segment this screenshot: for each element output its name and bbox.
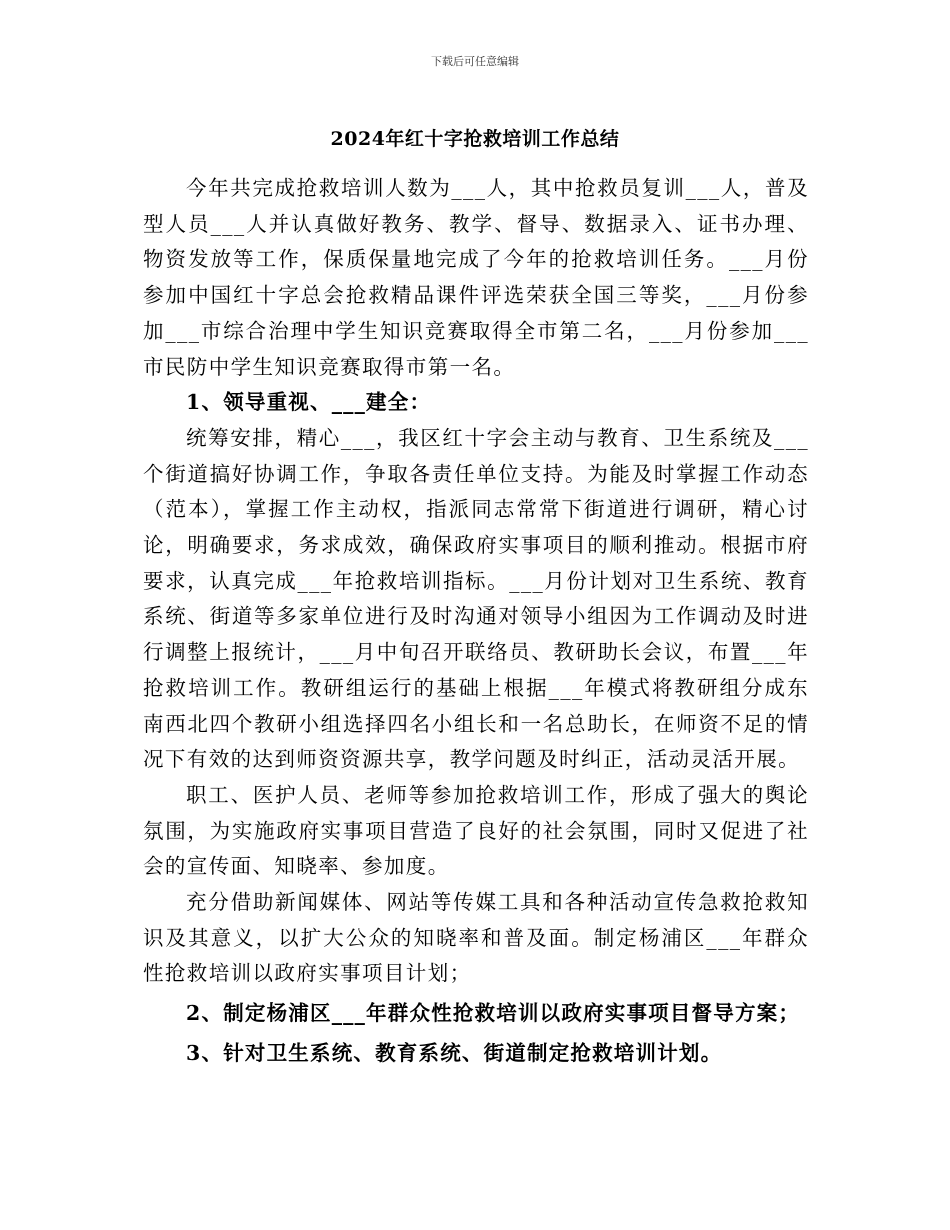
- document-body: [143, 171, 809, 1070]
- section-3-heading: 3、针对卫生系统、教育系统、街道制定抢救培训计划。: [186, 1041, 723, 1066]
- page-header-note: 下载后可任意编辑: [431, 55, 519, 68]
- section-1-heading: 1、领导重视、___建全：: [186, 390, 432, 415]
- intro-paragraph: 今年共完成抢救培训人数为___人，其中抢救员复训___人，普及型人员___人并认真做好教务、教学、督导、数据录入、证书办理、物资发放等工作，保质保量地完成了今年的抢救培训任务。___月份参加中国红十字总会抢救精品课件评选荣获全国三等奖，___月份参加___市综合治理中学生知识竞赛取得全市第二名，___月份参加___市民防中学生知识竞赛取得市第一名。: [143, 176, 809, 379]
- section-1-paragraph: 统筹安排，精心___，我区红十字会主动与教育、卫生系统及___个街道搞好协调工作，争取各责任单位支持。为能及时掌握工作动态（范本），掌握工作主动权，指派同志常常下街道进行调研，精心讨论，明确要求，务求成效，确保政府实事项目的顺利推动。根据市府要求，认真完成___年抢救培训指标。___月份计划对卫生系统、教育系统、街道等多家单位进行及时沟通对领导小组因为工作调动及时进行调整上报统计，___月中旬召开联络员、教研助长会议，布置___年抢救培训工作。教研组运行的基础上根据___年模式将教研组分成东南西北四个教研小组选择四名小组长和一名总助长，在师资不足的情况下有效的达到师资资源共享，教学问题及时纠正，活动灵活开展。: [143, 425, 809, 772]
- document-title: 2024年红十字抢救培训工作总结: [330, 128, 620, 150]
- section-2-heading: 2、制定杨浦区___年群众性抢救培训以政府实事项目督导方案；: [186, 1001, 801, 1026]
- staff-paragraph: 职工、医护人员、老师等参加抢救培训工作，形成了强大的舆论氛围，为实施政府实事项目营造了良好的社会氛围，同时又促进了社会的宣传面、知晓率、参加度。: [143, 782, 809, 879]
- media-paragraph: 充分借助新闻媒体、网站等传媒工具和各种活动宣传急救抢救知识及其意义，以扩大公众的知晓率和普及面。制定杨浦区___年群众性抢救培训以政府实事项目计划；: [143, 890, 809, 986]
